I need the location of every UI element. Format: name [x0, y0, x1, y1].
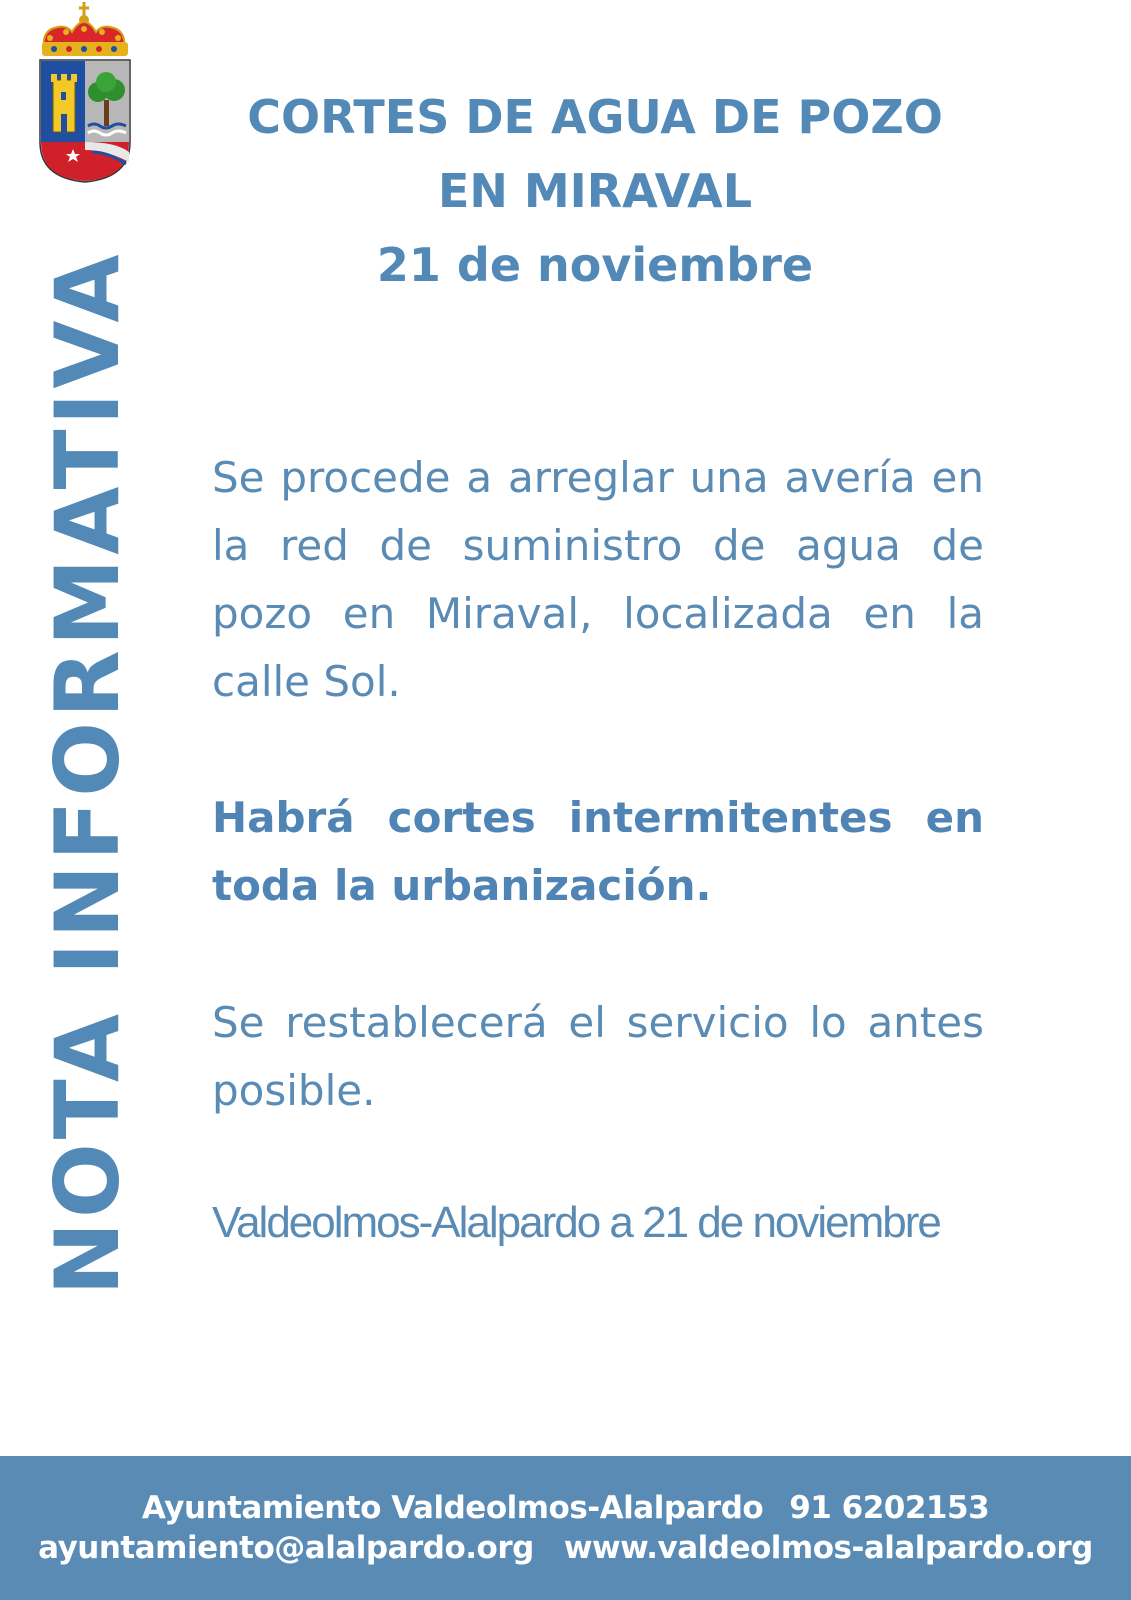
interruptions-paragraph: Habrá cortes intermitentes en toda la urbanización.	[212, 793, 984, 910]
restore-paragraph: Se restablecerá el servicio lo antes posible.	[212, 998, 984, 1115]
notice-title	[210, 80, 980, 302]
title-line-2: EN MIRAVAL	[437, 164, 753, 218]
footer-bar	[0, 1456, 1131, 1600]
organization-name: Ayuntamiento Valdeolmos-Alalpardo	[141, 1490, 764, 1526]
coat-of-arms-logo	[36, 2, 136, 184]
crown-icon	[42, 2, 128, 56]
repair-paragraph: Se procede a arreglar una avería en la red de suministro de agua de pozo en Miraval, localizada en la calle Sol.	[212, 453, 984, 706]
footer-contact-line	[0, 1490, 1131, 1526]
phone-number: 91 6202153	[789, 1490, 990, 1526]
title-line-1: CORTES DE AGUA DE POZO	[247, 90, 943, 144]
email-address: ayuntamiento@alalpardo.org	[38, 1530, 534, 1566]
signoff-line: Valdeolmos-Alalpardo a 21 de noviembre	[212, 1198, 940, 1247]
website-url: www.valdeolmos-alalpardo.org	[563, 1530, 1093, 1566]
footer-web-line	[0, 1530, 1131, 1566]
shield-icon	[40, 60, 130, 182]
title-date: 21 de noviembre	[376, 238, 814, 292]
nota-informativa-label: NOTA INFORMATIVA	[36, 250, 139, 1296]
